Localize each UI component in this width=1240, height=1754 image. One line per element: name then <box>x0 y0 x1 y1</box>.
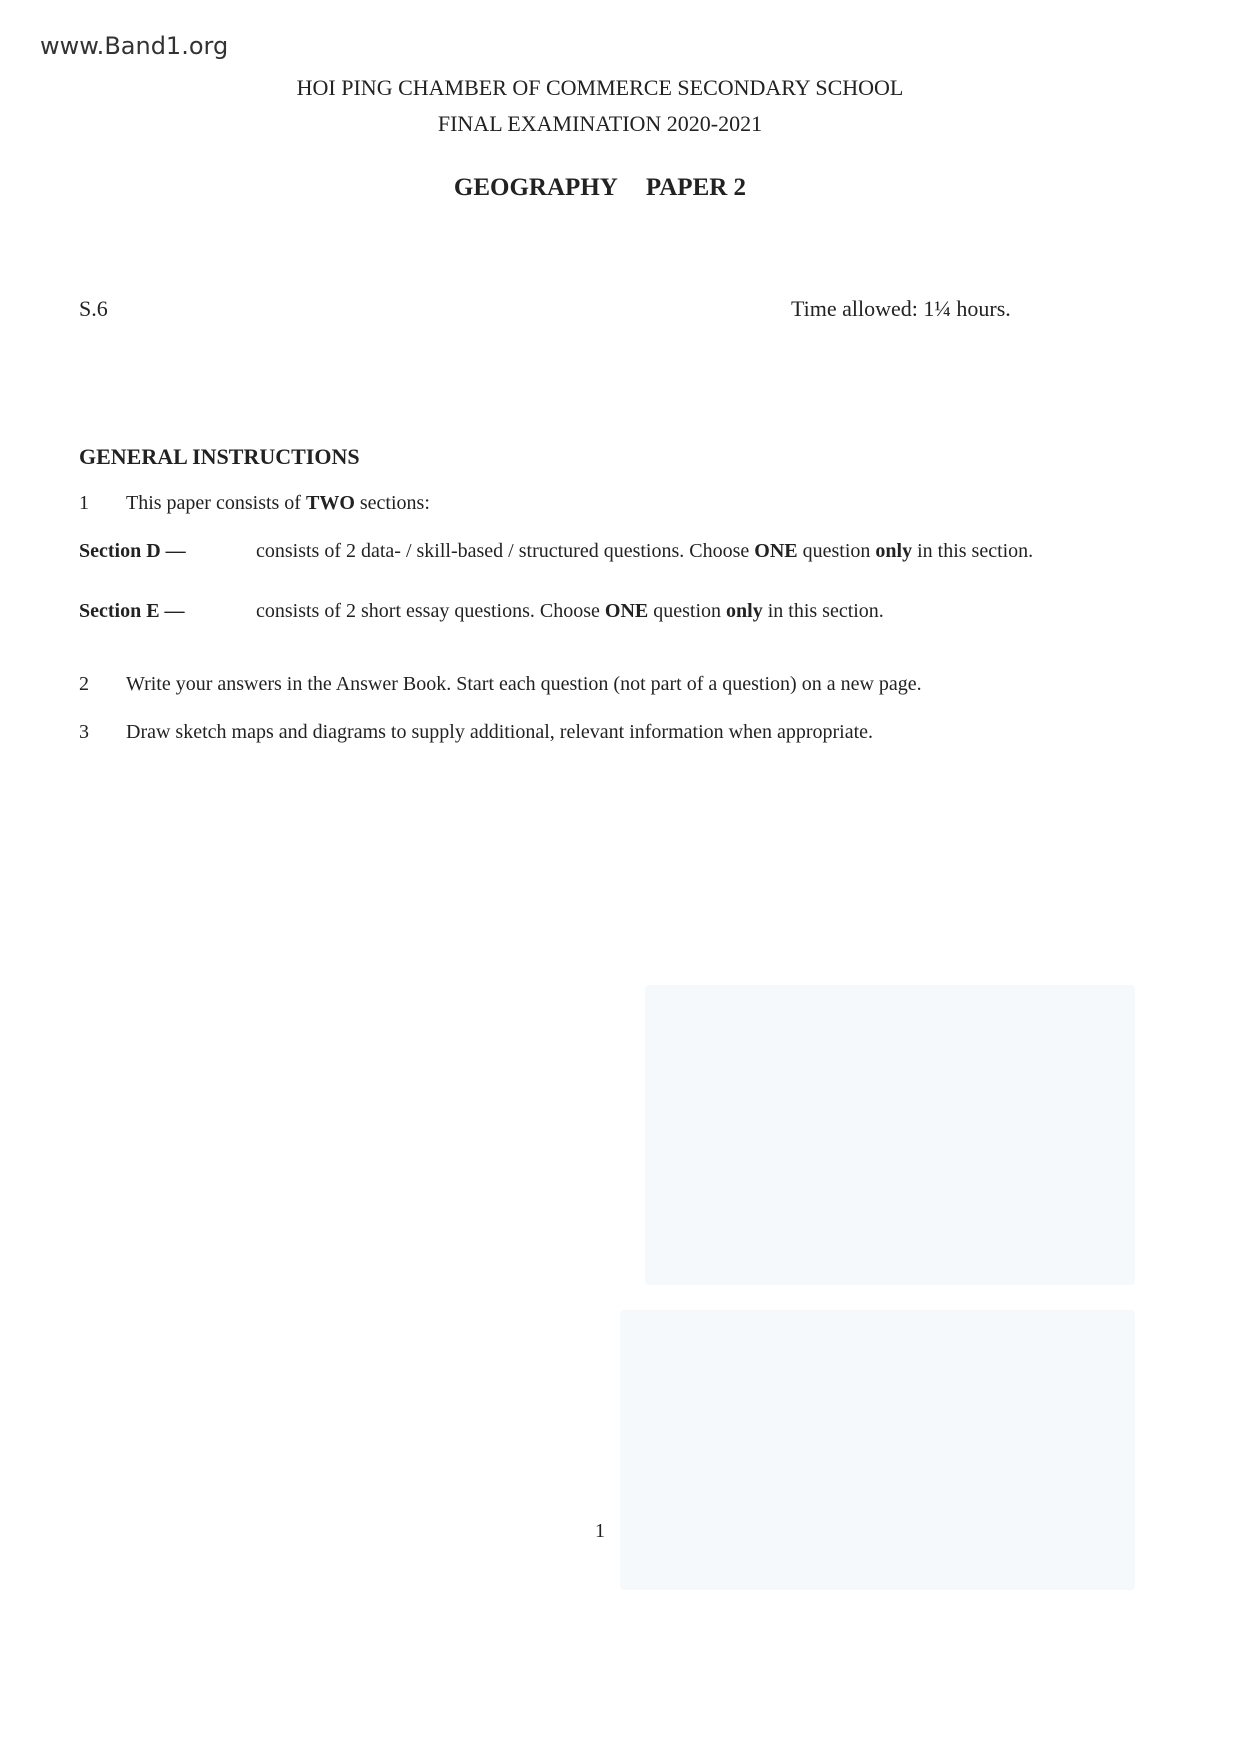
instruction-number: 3 <box>79 721 89 743</box>
page-number: 1 <box>595 1520 605 1542</box>
section-text: consists of 2 data- / skill-based / structured questions. Choose <box>256 540 755 562</box>
school-name: HOI PING CHAMBER OF COMMERCE SECONDARY SCHOOL <box>296 75 904 100</box>
section-d-description <box>256 540 1033 563</box>
instruction-item-3: Draw sketch maps and diagrams to supply additional, relevant information when appropriate. <box>126 721 874 743</box>
instruction-text: sections: <box>354 492 430 514</box>
general-instructions-title: GENERAL INSTRUCTIONS <box>79 444 360 469</box>
paper-number: PAPER 2 <box>645 174 747 201</box>
instruction-text: This paper consists of <box>126 492 306 514</box>
section-emphasis: ONE <box>604 600 649 622</box>
exam-title: FINAL EXAMINATION 2020-2021 <box>437 111 763 136</box>
section-emphasis: only <box>875 540 913 562</box>
section-e-description <box>256 600 884 623</box>
instruction-number: 2 <box>79 673 89 695</box>
show-through-shade <box>645 985 1135 1285</box>
instruction-number: 1 <box>79 492 89 514</box>
watermark: www.Band1.org <box>40 32 229 60</box>
section-e-label: Section E — <box>79 600 185 622</box>
instruction-item-1 <box>126 492 430 515</box>
form-level: S.6 <box>79 296 108 321</box>
section-emphasis: only <box>726 600 763 622</box>
subject-title <box>0 174 1200 202</box>
instruction-item-2: Write your answers in the Answer Book. Start each question (not part of a question) on a new page. <box>126 673 922 695</box>
time-allowed: Time allowed: 1¼ hours. <box>791 296 1011 321</box>
instruction-emphasis: TWO <box>305 492 355 514</box>
show-through-shade <box>620 1310 1135 1590</box>
section-emphasis: ONE <box>754 540 798 562</box>
section-text: question <box>797 540 876 562</box>
section-text: in this section. <box>762 600 884 622</box>
section-text: consists of 2 short essay questions. Choose <box>256 600 605 622</box>
section-text: in this section. <box>912 540 1034 562</box>
section-text: question <box>648 600 727 622</box>
section-d-label: Section D — <box>79 540 186 562</box>
exam-header <box>0 70 1200 142</box>
subject-name: GEOGRAPHY <box>453 174 618 201</box>
